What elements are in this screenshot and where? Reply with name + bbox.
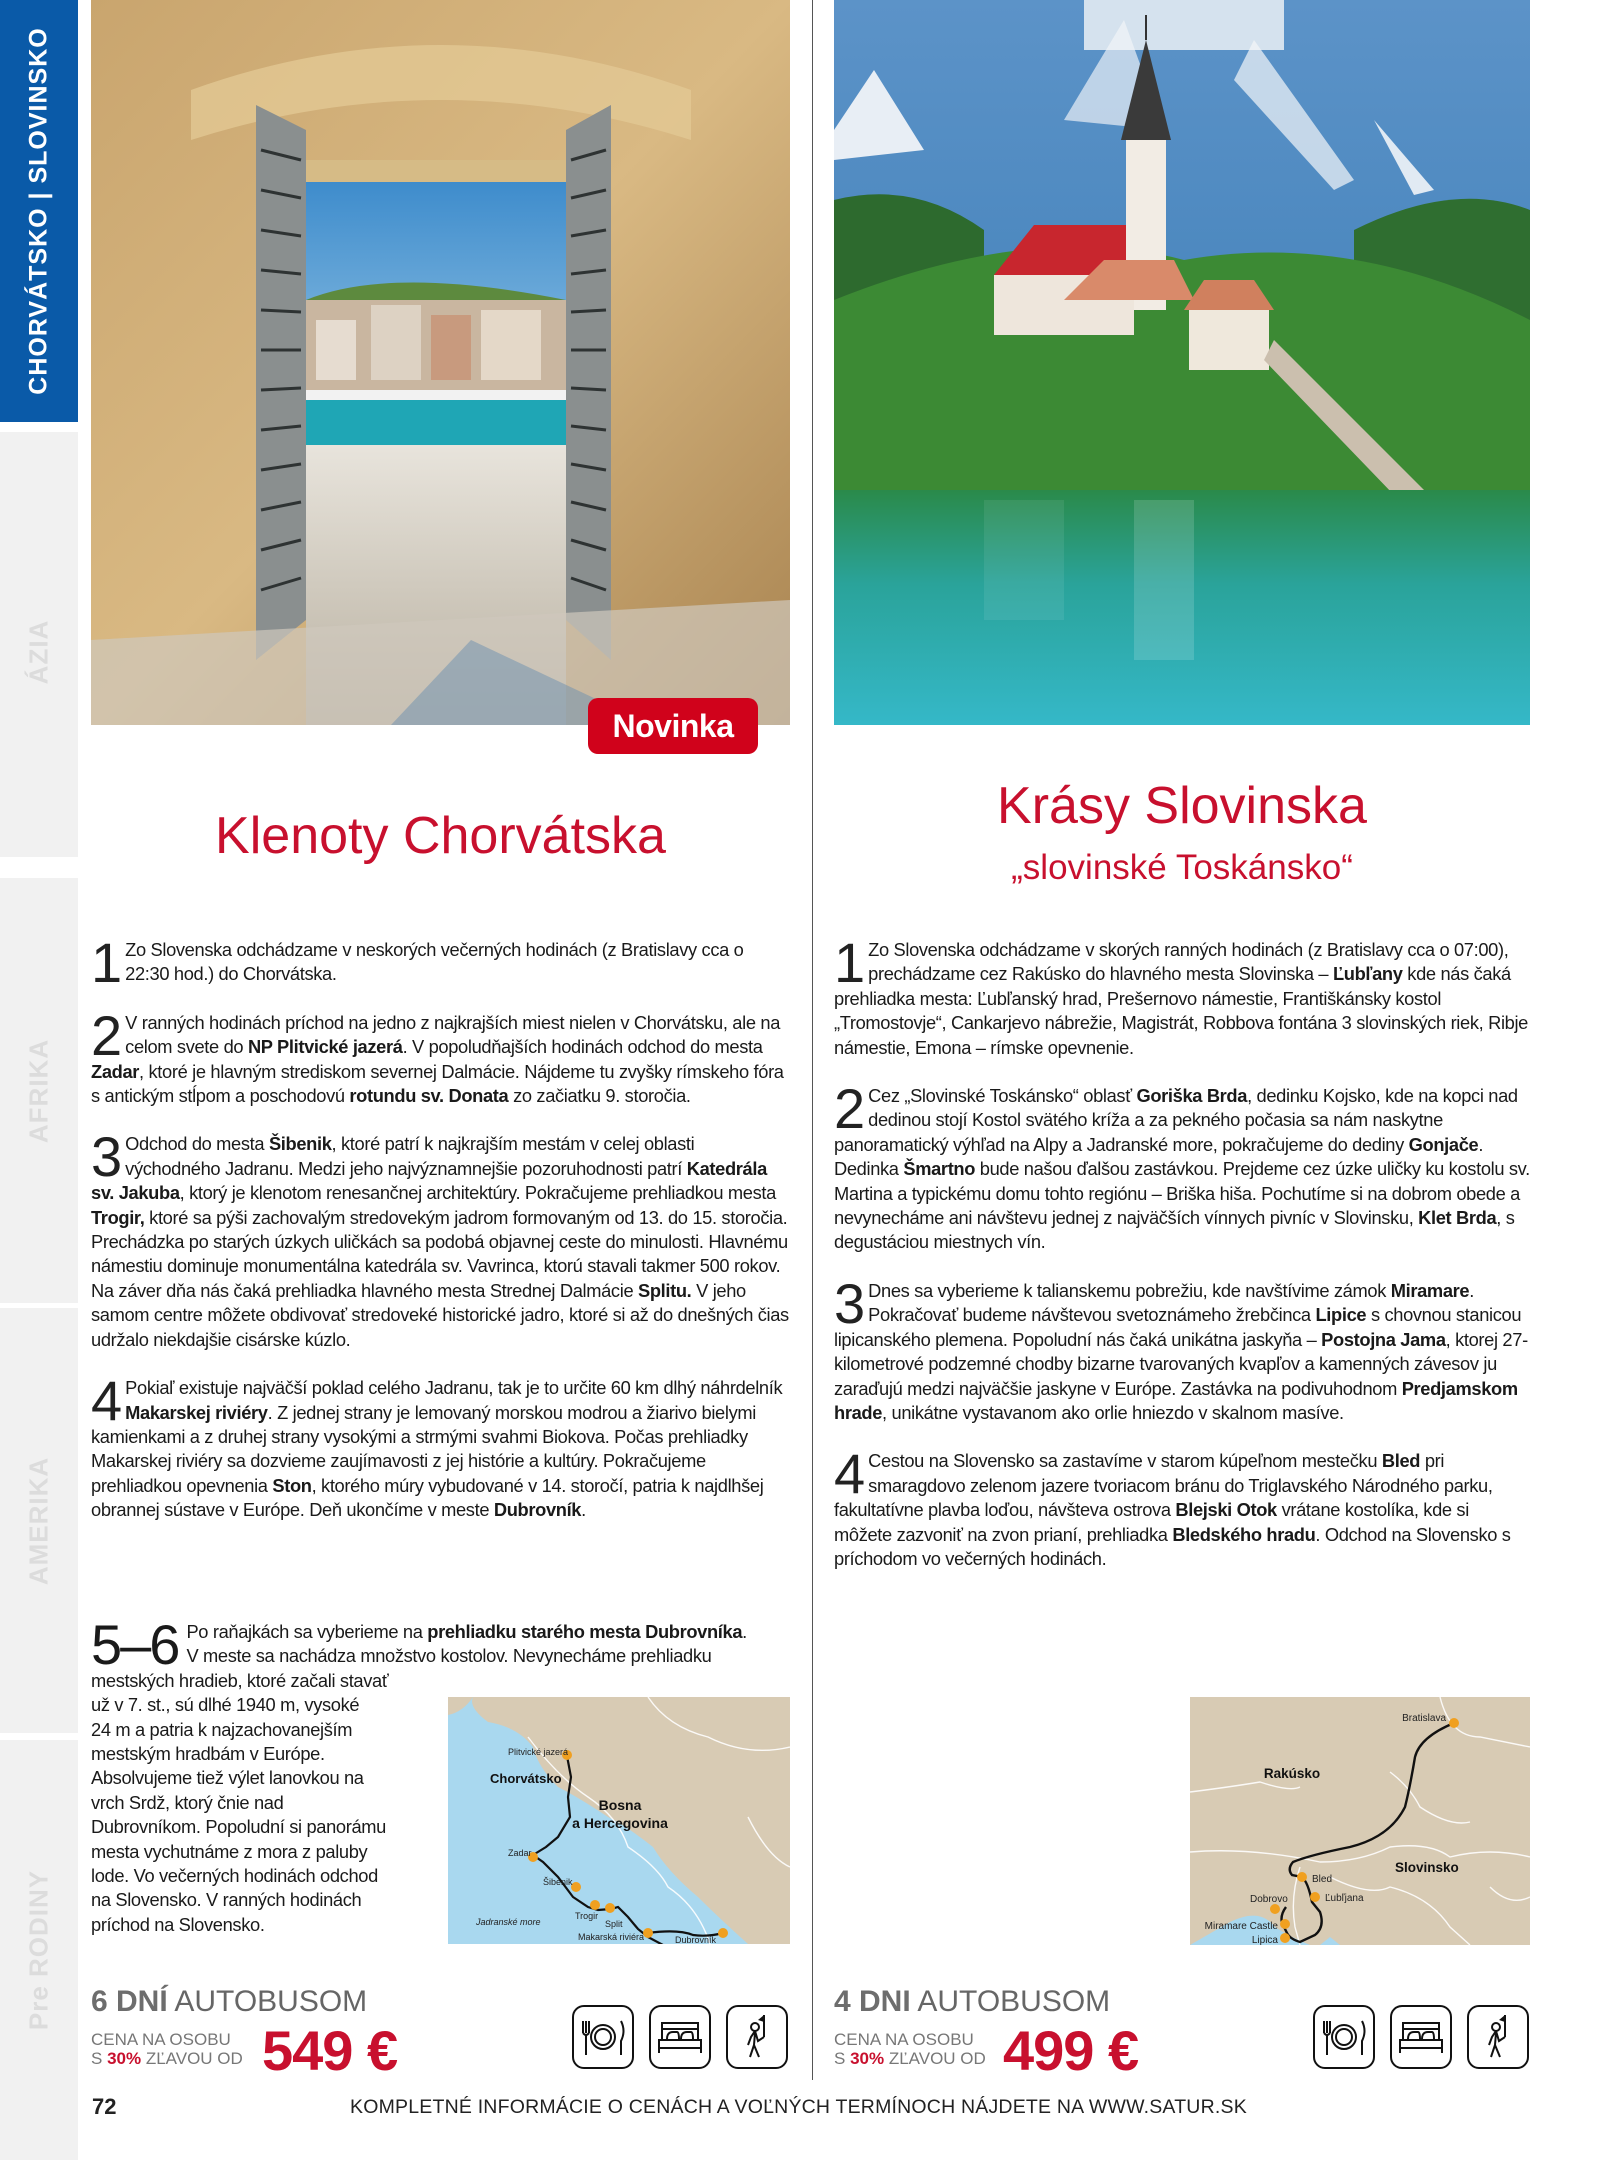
sidebar-tab-label: Pre RODINY [23,1869,54,2031]
sidebar-tab-afrika[interactable] [0,878,78,1303]
day-number: 5–6 [91,1613,179,1676]
day-text: Cez „Slovinské Toskánsko“ oblasť [868,1085,1137,1107]
day-highlight: Trogir, [91,1206,145,1228]
day-5-6-line: príchod na Slovensko. [91,1913,265,1935]
price-right: 499 € [1003,2019,1139,2082]
price-label-line-1: CENA NA OSOBU [834,2030,974,2049]
map-label: Miramare Castle [1204,1921,1278,1932]
day-text: s chovnou stanicou lipicanského plemena. Popoludní nás čaká unikátna jaskyňa – [834,1304,1522,1350]
discount-percent: 30% [107,2049,142,2068]
day-text: , ktoré je hlavným strediskom severnej Dalmácie. Nájdeme tu zvyšky rímskeho fóra s antickým stĺpom a poschodovú [91,1060,784,1107]
route-stop-bratislava [1449,1718,1459,1728]
map-label: Ľubľjana [1325,1893,1364,1904]
bed-icon [649,2005,711,2069]
day-5-6-line: mestských hradieb, ktoré začali stavať [91,1669,389,1691]
itinerary-day [91,1369,791,1522]
route-stop-ljubljana [1310,1892,1320,1902]
day-text: . Dedinka [834,1133,1484,1180]
route-stop-trogir [590,1900,600,1910]
price-label-right [834,2030,986,2068]
day-highlight: Lipice [1315,1304,1367,1326]
map-country-label: Bosna [598,1797,642,1813]
map-country-label: Slovinsko [1395,1860,1459,1875]
day-text: bude našou ďalšou zastávkou. Prejdeme cez úzke uličky ku kostolu sv. Martina a typickému domu tohto regiónu – Briška hiša. Pochutíme si na dobrom obede a nevynecháme ani návštevu jednej z najväčších vínnych pivníc v Slovinsku, [834,1158,1530,1229]
sidebar-tab-chorvatsko-slovinsko[interactable] [0,0,78,422]
day-text: ktoré sa pýši zachovalým stredovekým jadrom formovaným od 13. do 15. storočia. Prechádzka po starých úzkych uličkách sa podobá objavnej ceste do minulosti. Hlavnému námestiu dominuje monumentálna katedrála sv. Vavrinca, ktorú stavali takmer 500 rokov. Na záver dňa nás čaká prehliadka hlavného mesta Strednej Dalmácie [91,1206,788,1301]
day-number: 3 [834,1271,863,1335]
day-number: 3 [91,1125,120,1189]
day-highlight: Predjamskom hrade [834,1377,1518,1423]
day-text: , ktorého múry vybudované v 14. storočí, patria k najdlhšej obrannej sústave v Európe. Deň ukončíme v meste [91,1474,764,1521]
route-stop-split [605,1903,615,1913]
day-highlight: Postojna Jama [1321,1328,1446,1350]
day-highlight: Šmartno [903,1158,976,1180]
sidebar-tab-pre-rodiny[interactable] [0,1740,78,2160]
itinerary-day [91,1125,791,1352]
day-highlight: NP Plitvické jazerá [247,1036,403,1058]
day-5-6-line: mestským hradbám v Európe. [91,1743,325,1765]
day-text: , ktoré patrí k najkrajším mestám v celej oblasti východného Jadranu. Medzi jeho najvýznamnejšie pozoruhodnosti patrí [125,1133,695,1179]
day-text: . V popoludňajších hodinách odchod do mesta [402,1036,763,1058]
price-label-text: ZĽAVOU OD [884,2049,986,2068]
tour-subtitle-right: „slovinské Toskánsko“ [1011,848,1353,887]
day-highlight: Makarskej riviéry [125,1401,268,1423]
meal-icon-glyph [1315,2007,1373,2067]
map-country-label: Chorvátsko [490,1771,562,1786]
day-5-6-line: mesta vychutnáme z mora z paluby [91,1840,368,1862]
price-label-line-2 [91,2049,243,2068]
page-number: 72 [92,2094,117,2119]
day-text: Dnes sa vyberieme k talianskemu pobrežiu, kde navštívime zámok [868,1279,1391,1301]
map-country-label: Rakúsko [1263,1766,1321,1781]
day-text: Zo Slovenska odchádzame v neskorých večerných hodinách (z Bratislavy cca o 22:30 hod.) do Chorvátska. [125,939,744,985]
duration-transport: AUTOBUSOM [167,1985,368,2018]
meal-icon-glyph [574,2007,632,2067]
day-text: , ktorý je klenotom renesančnej architektúry. Pokračujeme prehliadkou mesta [179,1182,776,1204]
discount-percent: 30% [850,2049,885,2068]
bed-icon-glyph [651,2007,709,2067]
day-number: 4 [91,1369,120,1433]
day-text: . Odchod na Slovensko s príchodom vo večerných hodinách. [834,1523,1511,1569]
route-map-croatia [448,1697,790,1944]
day-highlight: prehliadku starého mesta Dubrovníka [427,1621,743,1642]
novinka-badge: Novinka [588,698,758,754]
guide-icon [726,2005,788,2069]
map-sea-label: Jadranské more [476,1917,541,1927]
day-number: 2 [91,1003,120,1067]
route-map-slovenia [1190,1697,1530,1945]
duration-days: 6 DNÍ [91,1985,168,2018]
day-highlight: Ston [272,1474,312,1496]
duration-right [834,1985,1110,2019]
day-text: vrátane kostolíka, kde si môžete zazvoniť na zvon prianí, prehliadka [834,1499,1469,1545]
itinerary-left [91,931,791,1547]
day-text: V ranných hodinách príchod na jedno z najkrajších miest nielen v Chorvátsku, ale na celom svete do [125,1011,781,1058]
itinerary-day [834,1442,1530,1571]
itinerary-right [834,931,1530,1595]
day-highlight: Miramare [1390,1279,1470,1301]
day-highlight: Zadar [91,1060,140,1082]
tour-title-left: Klenoty Chorvátska [215,807,666,865]
bed-icon-glyph [1392,2007,1450,2067]
day-text: V jeho samom centre môžete obdivovať stredoveké historické jadro, ktoré si až do dnešných čias udržalo niekdajšie cisárske kúzlo. [91,1279,789,1350]
meal-icon [1313,2005,1375,2069]
map-label: Šibenik [543,1877,573,1887]
price-label-line-2 [834,2049,986,2068]
map-label: Bratislava [1402,1713,1446,1724]
guide-icon [1467,2005,1529,2069]
day-highlight: Dubrovník [493,1499,582,1521]
day-highlight: Bled [1381,1450,1421,1472]
day-text: kde nás čaká prehliadka mesta: Ľubľanský hrad, Prešernovo námestie, Františkánsky kostol „Tromostovje“, Cankarjevo nábrežie, Magistrát, Robbova fontána 3 slovinských riek, Ribje námestie, Emona – rímske opevnenie. [834,963,1528,1058]
day-text: zo začiatku 9. storočia. [508,1085,691,1107]
guide-icon-glyph [728,2007,786,2067]
map-label: Plitvické jazerá [508,1747,569,1757]
sidebar-tab-amerika[interactable] [0,1308,78,1733]
day-5-6-line: vrch Srdž, ktorý čnie nad [91,1791,284,1813]
day-text: Cestou na Slovensko sa zastavíme v starom kúpeľnom mestečku [868,1450,1382,1472]
map-label: Dubrovník [674,1935,716,1944]
day-5-6-line-1 [91,1620,791,1644]
map-label: Bled [1312,1874,1333,1885]
route-stop-dubrovnik [718,1928,728,1938]
day-number: 1 [834,931,863,994]
day-text: . Z jednej strany je lemovaný morskou modrou a žiarivo bielymi kamienkami a z druhej strany vysokými a strmými svahmi Biokova. Počas prehliadky Makarskej riviéry sa dozvieme zaujímavosti z jej histórie a kultúry. Pokračujeme prehliadkou opevnenia [91,1401,756,1496]
guide-icon-glyph [1469,2007,1527,2067]
itinerary-day [91,931,791,994]
day-highlight: Bledského hradu [1172,1523,1316,1545]
day-5-6-line: Dubrovníkom. Popoludní si panorámu [91,1816,386,1838]
route-stop-makarska [643,1928,653,1938]
day-text: Pokiaľ existuje najväčší poklad celého Jadranu, tak je to určite 60 km dlhý náhrdelník [125,1377,783,1399]
photo-lake-bled-illustration [834,0,1530,725]
footer-info: KOMPLETNÉ INFORMÁCIE O CENÁCH A VOĽNÝCH TERMÍNOCH NÁJDETE NA WWW.SATUR.SK [350,2096,1247,2118]
day-number: 4 [834,1442,863,1506]
day-highlight: rotundu sv. Donata [349,1085,509,1107]
duration-left [91,1985,367,2019]
photo-trogir-gate-illustration [91,0,790,725]
day-highlight: Goriška Brda [1136,1085,1248,1107]
day-text: . [742,1621,747,1642]
itinerary-day [834,1271,1530,1425]
map-country-label: a Hercegovina [572,1815,668,1831]
price-label-text: S [91,2049,108,2068]
itinerary-day [834,931,1530,1060]
price-left: 549 € [262,2019,398,2082]
day-number: 1 [91,931,120,994]
meal-icon [572,2005,634,2069]
map-label: Trogir [575,1911,599,1921]
day-number: 2 [834,1077,863,1141]
map-label: Split [605,1919,623,1929]
day-text: . [581,1499,586,1521]
day-text: , ktorej 27-kilometrové podzemné chodby bizarne tvarovaných kvapľov a kamenných závesov ju zaraďujú medzi najväčšie jaskyne v Európe. Zastávka na podivuhodnom [834,1328,1528,1399]
day-5-6-line: na Slovensko. V ranných hodinách [91,1889,362,1911]
price-label-text: S [834,2049,851,2068]
tour-title-right: Krásy Slovinska [997,777,1367,835]
day-5-6-line: Absolvujeme tiež výlet lanovkou na [91,1767,364,1789]
day-highlight: Ľubľany [1332,963,1403,985]
day-5-6-line-2: V meste sa nachádza množstvo kostolov. Nevynecháme prehliadku [186,1645,712,1667]
map-label: Zadar [508,1848,532,1858]
price-label-left [91,2030,243,2068]
day-text: pri smaragdovo zelenom jazere tvoriacom bránu do Triglavského Národného parku, fakultatívne plavba loďou, návšteva ostrova [834,1450,1493,1521]
day-highlight: Šibenik [268,1133,332,1155]
day-5-6-line: už v 7. st., sú dlhé 1940 m, vysoké [91,1694,360,1716]
map-label: Makarská riviéra [578,1932,645,1942]
day-highlight: Katedrála sv. Jakuba [91,1157,767,1204]
sidebar-tab-label: AMERIKA [23,1456,54,1585]
day-text: , s degustáciou miestnych vín. [834,1207,1515,1253]
sidebar-tab-azia[interactable] [0,432,78,857]
route-stop-miramare [1280,1919,1290,1929]
day-highlight: Blejski Otok [1175,1499,1277,1521]
day-text: , dedinku Kojsko, kde na kopci nad dedinou stojí Kostol svätého kríža a za pekného počasia sa nám naskytne panoramatický výhľad na Alpy a Jadranské more, pokračujeme do dediny [834,1085,1518,1155]
day-highlight: Gonjače [1408,1133,1479,1155]
itinerary-day [91,1003,791,1109]
route-stop-dobrovo [1270,1904,1280,1914]
route-stop-lipica [1280,1933,1290,1943]
duration-days: 4 DNI [834,1985,911,2018]
duration-transport: AUTOBUSOM [910,1985,1111,2018]
day-5-6-line: lode. Vo večerných hodinách odchod [91,1865,378,1887]
map-label: Dobrovo [1250,1894,1288,1905]
map-label: Lipica [1251,1935,1278,1945]
day-highlight: Splitu. [638,1279,692,1301]
day-text: , unikátne vystavanom ako orlie hniezdo v skalnom masíve. [882,1401,1344,1423]
sidebar-tab-label: CHORVÁTSKO | SLOVINSKO [24,27,53,395]
column-divider [812,0,813,2080]
day-5-6-line: 24 m a patria k najzachovanejším [91,1718,353,1740]
day-text: Po raňajkách sa vyberieme na [186,1621,428,1642]
photo-lake-bled [834,0,1530,725]
day-text: Odchod do mesta [125,1133,269,1155]
price-label-text: ZĽAVOU OD [141,2049,243,2068]
day-highlight: Klet Brda [1418,1207,1497,1229]
day-text: Zo Slovenska odchádzame v skorých ranných hodinách (z Bratislavy cca o 07:00), prechádzame cez Rakúsko do hlavného mesta Slovinska – [868,939,1509,985]
sidebar-tab-label: AFRIKA [23,1038,54,1143]
day-text: . Pokračovať budeme návštevou svetoznámeho žrebčinca [868,1279,1474,1326]
sidebar-tab-label: ÁZIA [23,619,54,685]
bed-icon [1390,2005,1452,2069]
route-stop-bled [1297,1872,1307,1882]
itinerary-day [834,1077,1530,1255]
price-label-line-1: CENA NA OSOBU [91,2030,231,2049]
photo-trogir-gate [91,0,790,725]
